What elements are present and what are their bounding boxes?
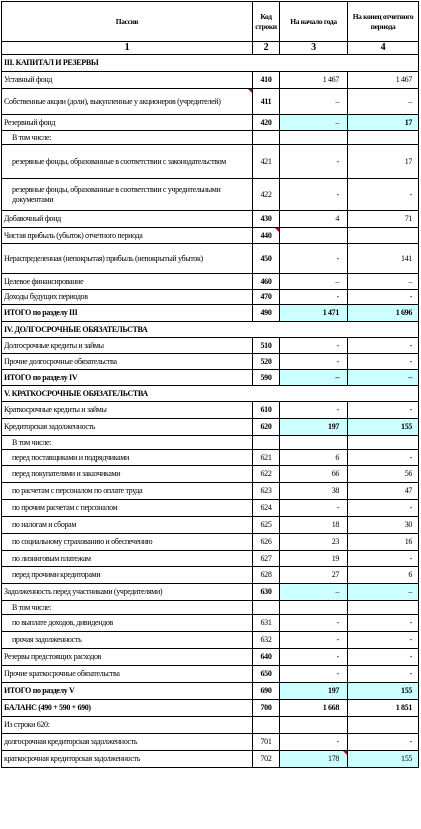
row-code: 610 [253,402,280,419]
row-code: 640 [253,649,280,666]
total-row [2,305,419,322]
value-start[interactable] [280,228,348,244]
section-title: III. КАПИТАЛ И РЕЗЕРВЫ [2,55,419,72]
value-start[interactable]: - [280,734,348,751]
row-label: Чистая прибыль (убыток) отчетного периода [2,228,253,244]
row-code: 590 [253,370,280,386]
row-code: 626 [253,534,280,551]
row-label: ИТОГО по разделу V [2,683,253,700]
value-start[interactable]: - [280,402,348,419]
row-code: 701 [253,734,280,751]
row-code: 510 [253,338,280,354]
balance-sheet-liabilities-table [1,1,419,768]
row-label: по выплате доходов, дивидендов [2,615,253,632]
row-code: 520 [253,354,280,370]
value-end[interactable]: - [348,551,419,567]
row-code: 490 [253,305,280,322]
value-start[interactable]: – [280,370,348,386]
table-row [2,131,419,145]
value-end[interactable] [348,601,419,615]
row-label: Уставный фонд [2,72,253,89]
row-label: Резервы предстоящих расходов [2,649,253,666]
row-code: 625 [253,517,280,534]
value-end[interactable]: - [348,338,419,354]
balance-total-row [2,700,419,717]
value-end[interactable]: 17 [348,145,419,179]
row-code: 630 [253,584,280,601]
value-start[interactable]: 27 [280,567,348,584]
value-end[interactable]: - [348,354,419,370]
value-start[interactable]: – [280,115,348,131]
value-start[interactable]: 197 [280,683,348,700]
row-label: Задолженность перед участниками (учредителями) [2,584,253,601]
row-label: перед покупателями и заказчиками [2,466,253,483]
value-end[interactable] [348,131,419,145]
row-label: Собственные акции (доли), выкупленные у акционеров (учредителей) [2,89,253,115]
value-start[interactable]: - [280,290,348,305]
row-code [253,436,280,450]
row-code: 622 [253,466,280,483]
row-code: 623 [253,483,280,500]
value-end[interactable]: 1 851 [348,700,419,717]
table-row [2,534,419,551]
table-row [2,436,419,450]
row-code [253,131,280,145]
table-row [2,615,419,632]
value-end[interactable]: 155 [348,683,419,700]
row-code [253,601,280,615]
row-label: перед поставщиками и подрядчиками [2,450,253,466]
row-label: резервные фонды, образованные в соответствии с законодательством [2,145,253,179]
value-start[interactable]: - [280,615,348,632]
value-start[interactable]: - [280,145,348,179]
value-end[interactable]: – [348,274,419,290]
table-row [2,89,419,115]
row-code [253,717,280,734]
table-row [2,338,419,354]
value-end[interactable]: 47 [348,483,419,500]
header-line-code: Код строки [253,2,280,42]
table-row [2,450,419,466]
row-label: долгосрочная кредиторская задолженность [2,734,253,751]
value-start[interactable]: - [280,338,348,354]
value-end[interactable]: 1 696 [348,305,419,322]
value-start[interactable]: 38 [280,483,348,500]
table-row [2,228,419,244]
total-row [2,683,419,700]
table-row [2,734,419,751]
row-label: В том числе: [2,601,253,615]
table-row [2,274,419,290]
value-start[interactable]: - [280,244,348,274]
value-end[interactable]: 56 [348,466,419,483]
column-number-row [2,42,419,55]
row-label: ИТОГО по разделу III [2,305,253,322]
value-end[interactable]: – [348,89,419,115]
value-end[interactable] [348,717,419,734]
row-label: Целевое финансирование [2,274,253,290]
value-start[interactable] [280,436,348,450]
value-end[interactable]: - [348,734,419,751]
table-row [2,517,419,534]
table-row [2,567,419,584]
row-label: Прочие краткосрочные обязательства [2,666,253,683]
table-row [2,500,419,517]
table-row [2,354,419,370]
row-code: 624 [253,500,280,517]
value-end[interactable]: 16 [348,534,419,551]
value-start[interactable]: - [280,354,348,370]
table-row [2,483,419,500]
row-label: Доходы будущих периодов [2,290,253,305]
table-row [2,179,419,211]
value-start[interactable]: - [280,649,348,666]
value-start[interactable]: – [280,584,348,601]
value-end[interactable]: - [348,402,419,419]
value-start[interactable]: 1 668 [280,700,348,717]
row-code: 621 [253,450,280,466]
column-number-4: 4 [348,42,419,55]
value-start[interactable]: 1 467 [280,72,348,89]
value-start[interactable]: - [280,632,348,649]
row-code: 690 [253,683,280,700]
value-end[interactable]: - [348,615,419,632]
table-row [2,402,419,419]
value-start[interactable]: - [280,179,348,211]
value-end[interactable]: 6 [348,567,419,584]
table-row [2,466,419,483]
value-end[interactable]: - [348,290,419,305]
table-row [2,666,419,683]
table-row [2,584,419,601]
column-number-3: 3 [280,42,348,55]
row-label: по налогам и сборам [2,517,253,534]
value-start[interactable]: - [280,500,348,517]
row-code: 421 [253,145,280,179]
table-row [2,115,419,131]
value-start[interactable] [280,601,348,615]
table-row [2,211,419,228]
value-start[interactable]: 6 [280,450,348,466]
value-end[interactable]: 155 [348,419,419,436]
section-title: IV. ДОЛГОСРОЧНЫЕ ОБЯЗАТЕЛЬСТВА [2,322,419,338]
row-label: прочая задолженность [2,632,253,649]
value-start[interactable] [280,131,348,145]
section-title-row [2,322,419,338]
table-row [2,717,419,734]
value-start[interactable]: 66 [280,466,348,483]
value-end[interactable] [348,228,419,244]
row-label: Добавочный фонд [2,211,253,228]
header-row [2,2,419,42]
value-end[interactable]: - [348,500,419,517]
value-start[interactable]: 197 [280,419,348,436]
row-label: Прочие долгосрочные обязательства [2,354,253,370]
row-code: 627 [253,551,280,567]
value-start[interactable]: 4 [280,211,348,228]
row-label: В том числе: [2,436,253,450]
table-row [2,419,419,436]
value-start[interactable]: 18 [280,517,348,534]
value-end[interactable]: - [348,179,419,211]
column-number-1: 1 [2,42,253,55]
row-label: Долгосрочные кредиты и займы [2,338,253,354]
table-row [2,601,419,615]
header-end-of-period: На конец отчетного периода [348,2,419,42]
row-label: перед прочими кредиторами [2,567,253,584]
row-label: Из строки 620: [2,717,253,734]
row-code: 628 [253,567,280,584]
row-label: по лизинговым платежам [2,551,253,567]
table-row [2,72,419,89]
row-code: 450 [253,244,280,274]
value-start[interactable] [280,717,348,734]
table-row [2,632,419,649]
value-end[interactable]: 71 [348,211,419,228]
table-row [2,551,419,567]
value-start[interactable]: – [280,274,348,290]
row-code: 430 [253,211,280,228]
row-code: 470 [253,290,280,305]
row-code: 410 [253,72,280,89]
value-end[interactable]: – [348,370,419,386]
row-code: 411 [253,89,280,115]
header-start-of-year: На начало года [280,2,348,42]
table-row [2,145,419,179]
row-code: 631 [253,615,280,632]
row-code: 702 [253,751,280,768]
row-label: по расчетам с персоналом по оплате труда [2,483,253,500]
value-start[interactable]: 1 471 [280,305,348,322]
value-start[interactable]: - [280,666,348,683]
row-label: по социальному страхованию и обеспечению [2,534,253,551]
row-label: Нераспределенная (непокрытая) прибыль (непокрытый убыток) [2,244,253,274]
row-code: 650 [253,666,280,683]
row-code: 422 [253,179,280,211]
value-end[interactable]: 30 [348,517,419,534]
value-start[interactable]: – [280,89,348,115]
table-row [2,751,419,768]
value-start[interactable]: 19 [280,551,348,567]
value-start[interactable]: 23 [280,534,348,551]
value-end[interactable]: – [348,584,419,601]
value-end[interactable]: - [348,632,419,649]
row-label: Кредиторская задолженность [2,419,253,436]
row-label: краткосрочная кредиторская задолженность [2,751,253,768]
row-code: 700 [253,700,280,717]
value-end[interactable]: - [348,450,419,466]
row-label: ИТОГО по разделу IV [2,370,253,386]
table-row [2,290,419,305]
table-row [2,649,419,666]
row-code: 620 [253,419,280,436]
header-liabilities: Пассив [2,2,253,42]
section-title-row [2,55,419,72]
value-end[interactable]: - [348,666,419,683]
column-number-2: 2 [253,42,280,55]
row-code: 460 [253,274,280,290]
value-end[interactable]: 141 [348,244,419,274]
total-row [2,370,419,386]
row-code: 440 [253,228,280,244]
row-label: Резервный фонд [2,115,253,131]
section-title-row [2,386,419,402]
value-start[interactable]: 178 [280,751,348,768]
row-label: по прочим расчетам с персоналом [2,500,253,517]
row-code: 420 [253,115,280,131]
value-end[interactable]: - [348,649,419,666]
value-end[interactable]: 17 [348,115,419,131]
section-title: V. КРАТКОСРОЧНЫЕ ОБЯЗАТЕЛЬСТВА [2,386,419,402]
row-code: 632 [253,632,280,649]
value-end[interactable] [348,436,419,450]
row-label: В том числе: [2,131,253,145]
row-label: БАЛАНС (490 + 590 + 690) [2,700,253,717]
table-row [2,244,419,274]
row-label: Краткосрочные кредиты и займы [2,402,253,419]
value-end[interactable]: 1 467 [348,72,419,89]
value-end[interactable]: 155 [348,751,419,768]
row-label: резервные фонды, образованные в соответствии с учредительными документами [2,179,253,211]
